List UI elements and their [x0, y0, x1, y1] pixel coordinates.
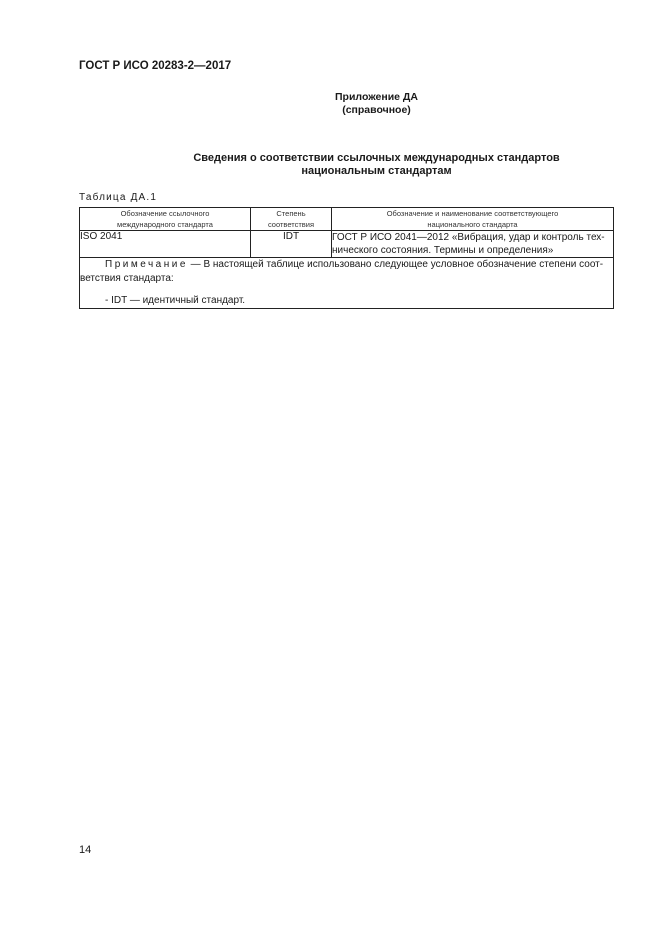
header-col1-line2: международного стандарта — [117, 220, 213, 229]
table-row — [80, 231, 614, 258]
document-code: ГОСТ Р ИСО 20283-2—2017 — [79, 60, 232, 72]
header-national-standard — [332, 208, 614, 231]
note-item: - IDT — идентичный стандарт. — [105, 295, 246, 306]
section-title-line2: национальным стандартам — [301, 165, 452, 177]
note-label: Примечание — [105, 259, 188, 270]
section-title-line1: Сведения о соответствии ссылочных международных стандартов — [193, 152, 560, 164]
note-text-line1: — В настоящей таблице использовано следующее условное обозначение степени соот- — [187, 259, 604, 270]
note-text-line2: ветствия стандарта: — [80, 273, 174, 284]
page-number: 14 — [79, 844, 92, 856]
table-label: Таблица ДА.1 — [79, 192, 158, 203]
cell-national — [332, 231, 614, 258]
table-note — [80, 258, 614, 309]
annex-title: Приложение ДА — [335, 91, 418, 103]
table-header-row — [80, 208, 614, 231]
header-col1-line1: Обозначение ссылочного — [120, 209, 210, 218]
table-note-row — [80, 258, 614, 309]
cell-national-line1: ГОСТ Р ИСО 2041—2012 «Вибрация, удар и контроль тех- — [332, 232, 605, 243]
cell-reference: ISO 2041 — [80, 231, 251, 258]
header-col3-line2: национального стандарта — [427, 220, 518, 229]
header-reference-standard — [80, 208, 251, 231]
cell-degree: IDT — [251, 231, 332, 258]
correspondence-table — [79, 207, 614, 309]
header-col2-line2: соответствия — [267, 220, 315, 229]
header-col3-line1: Обозначение и наименование соответствующего — [386, 209, 559, 218]
annex-subtitle: (справочное) — [342, 104, 411, 116]
header-degree — [251, 208, 332, 231]
cell-national-line2: нического состояния. Термины и определения» — [332, 245, 554, 256]
header-col2-line1: Степень — [276, 209, 306, 218]
